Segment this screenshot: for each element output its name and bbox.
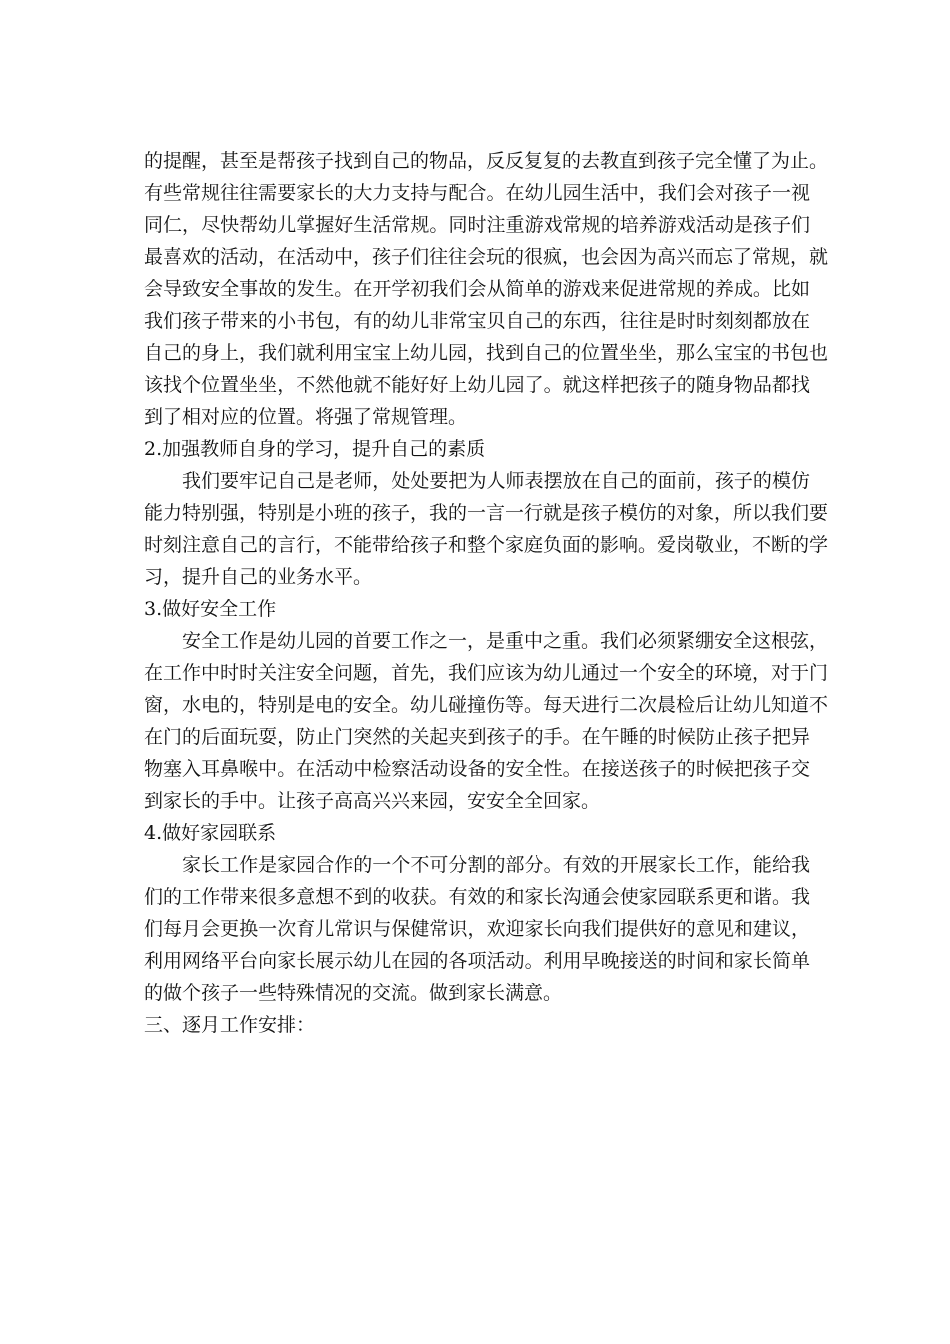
text-line: 安全工作是幼儿园的首要工作之一，是重中之重。我们必须紧绷安全这根弦， [182, 630, 829, 652]
text-line: 会导致安全事故的发生。在开学初我们会从简单的游戏来促进常规的养成。比如 [144, 278, 810, 300]
text-line: 在工作中时时关注安全问题，首先，我们应该为幼儿通过一个安全的环境，对于门 [144, 662, 829, 684]
text-line: 我们要牢记自己是老师，处处要把为人师表摆放在自己的面前，孩子的模仿 [182, 470, 810, 492]
text-line: 的提醒，甚至是帮孩子找到自己的物品，反反复复的去教直到孩子完全懂了为止。 [144, 150, 829, 172]
text-line: 家长工作是家园合作的一个不可分割的部分。有效的开展家长工作，能给我 [182, 854, 810, 876]
section-heading: 三、逐月工作安排： [144, 1014, 316, 1036]
document-page [144, 145, 829, 1041]
text-line: 最喜欢的活动，在活动中，孩子们往往会玩的很疯，也会因为高兴而忘了常规，就 [144, 246, 829, 268]
text-line: 到了相对应的位置。将强了常规管理。 [144, 406, 468, 428]
text-line: 能力特别强，特别是小班的孩子，我的一言一行就是孩子模仿的对象，所以我们要 [144, 502, 829, 524]
text-line: 有些常规往往需要家长的大力支持与配合。在幼儿园生活中，我们会对孩子一视 [144, 182, 810, 204]
text-line: 我们孩子带来的小书包，有的幼儿非常宝贝自己的东西，往往是时时刻刻都放在 [144, 310, 810, 332]
text-line: 们每月会更换一次育儿常识与保健常识，欢迎家长向我们提供好的意见和建议， [144, 918, 810, 940]
text-line: 窗，水电的，特别是电的安全。幼儿碰撞伤等。每天进行二次晨检后让幼儿知道不 [144, 694, 829, 716]
text-line: 习，提升自己的业务水平。 [144, 566, 373, 588]
text-line: 时刻注意自己的言行，不能带给孩子和整个家庭负面的影响。爱岗敬业，不断的学 [144, 534, 829, 556]
section-heading: 3.做好安全工作 [144, 598, 277, 620]
text-line: 利用网络平台向家长展示幼儿在园的各项活动。利用早晚接送的时间和家长简单 [144, 950, 810, 972]
text-line: 同仁，尽快帮幼儿掌握好生活常规。同时注重游戏常规的培养游戏活动是孩子们 [144, 214, 810, 236]
text-line: 到家长的手中。让孩子高高兴兴来园，安安全全回家。 [144, 790, 601, 812]
text-line: 自己的身上，我们就利用宝宝上幼儿园，找到自己的位置坐坐，那么宝宝的书包也 [144, 342, 829, 364]
section-heading: 4.做好家园联系 [144, 822, 277, 844]
text-line: 们的工作带来很多意想不到的收获。有效的和家长沟通会使家园联系更和谐。我 [144, 886, 810, 908]
section-heading: 2.加强教师自身的学习，提升自己的素质 [144, 438, 486, 460]
text-line: 物塞入耳鼻喉中。在活动中检察活动设备的安全性。在接送孩子的时候把孩子交 [144, 758, 810, 780]
text-line: 在门的后面玩耍，防止门突然的关起夹到孩子的手。在午睡的时候防止孩子把异 [144, 726, 810, 748]
text-line: 该找个位置坐坐，不然他就不能好好上幼儿园了。就这样把孩子的随身物品都找 [144, 374, 810, 396]
text-line: 的做个孩子一些特殊情况的交流。做到家长满意。 [144, 982, 563, 1004]
